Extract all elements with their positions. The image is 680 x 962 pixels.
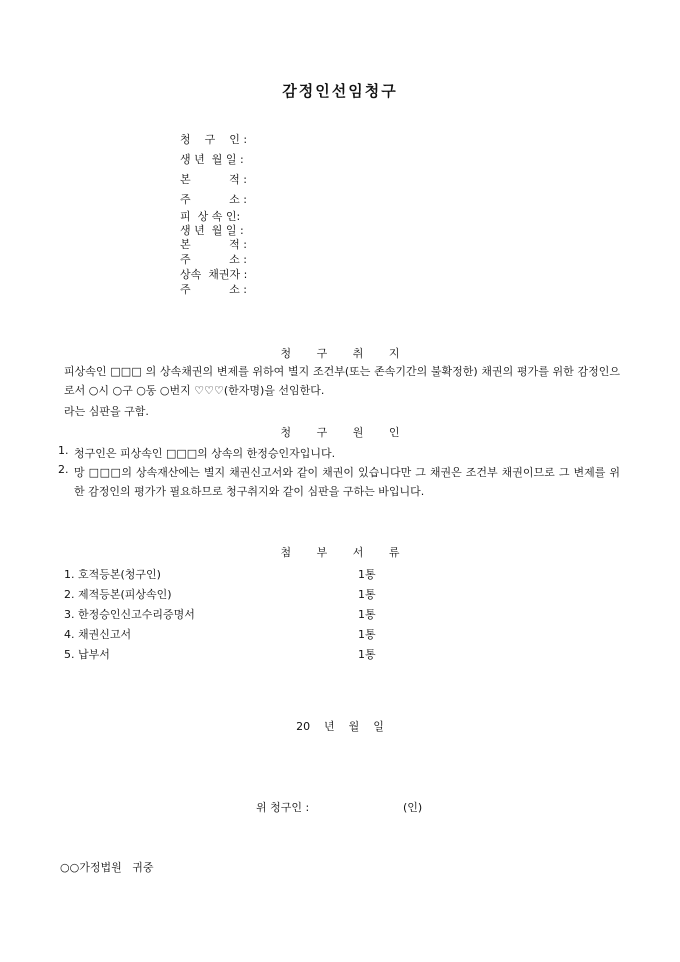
decedent-name-label: 피 상 속 인:	[180, 210, 241, 223]
claimant-address-label: 주 소 :	[180, 193, 247, 206]
document-title: 감정인선임청구	[282, 82, 398, 100]
claimant-domicile-label: 본 적 :	[180, 173, 247, 186]
purpose-body: 피상속인 □□□ 의 상속채권의 변제를 위하여 별지 조건부(또는 존속기간의 불확정한) 채권의 평가를 위한 감정인으로서 ○시 ○구 ○동 ○번지 ♡♡♡(한자명)을 선임한다.	[64, 365, 620, 397]
attachment-2-name: 2. 제적등본(피상속인)	[64, 588, 172, 601]
attachment-5-count: 1통	[358, 648, 376, 661]
filing-date: 20 년 월 일	[296, 720, 384, 733]
cause-heading: 청 구 원 인	[280, 426, 400, 439]
attachment-1-count: 1통	[358, 568, 376, 581]
cause-item-1-text: 청구인은 피상속인 □□□의 상속의 한정승인자입니다.	[74, 447, 336, 460]
claimant-name-label: 청 구 인 :	[180, 133, 248, 146]
attachment-3-count: 1통	[358, 608, 376, 621]
attachment-1-name: 1. 호적등본(청구인)	[64, 568, 161, 581]
purpose-closing: 라는 심판을 구함.	[64, 405, 149, 418]
cause-item-2-number: 2.	[58, 463, 69, 476]
cause-item-1-number: 1.	[58, 444, 69, 457]
attachment-4-name: 4. 채권신고서	[64, 628, 132, 641]
decedent-address-label: 주 소 :	[180, 253, 247, 266]
attachment-4-count: 1통	[358, 628, 376, 641]
attachment-3-name: 3. 한정승인신고수리증명서	[64, 608, 195, 621]
attachment-5-name: 5. 납부서	[64, 648, 110, 661]
court-addressee: ○○가정법원 귀중	[60, 861, 154, 874]
decedent-birthdate-label: 생 년 월 일 :	[180, 224, 244, 237]
creditor-address-label: 주 소 :	[180, 283, 247, 296]
claimant-birthdate-label: 생 년 월 일 :	[180, 153, 244, 166]
signature-label: 위 청구인 :	[256, 801, 310, 814]
purpose-heading: 청 구 취 지	[280, 347, 400, 360]
decedent-domicile-label: 본 적 :	[180, 238, 247, 251]
creditor-label: 상속 채권자 :	[180, 268, 248, 281]
attachment-2-count: 1통	[358, 588, 376, 601]
seal-mark: (인)	[403, 801, 423, 814]
attachments-heading: 첨 부 서 류	[280, 546, 400, 559]
cause-item-2-text: 망 □□□의 상속재산에는 별지 채권신고서와 같이 채권이 있습니다만 그 채권은 조건부 채권이므로 그 변제를 위한 감정인의 평가가 필요하므로 청구취지와 같이 심판을 구하는 바입니다.	[74, 466, 620, 498]
